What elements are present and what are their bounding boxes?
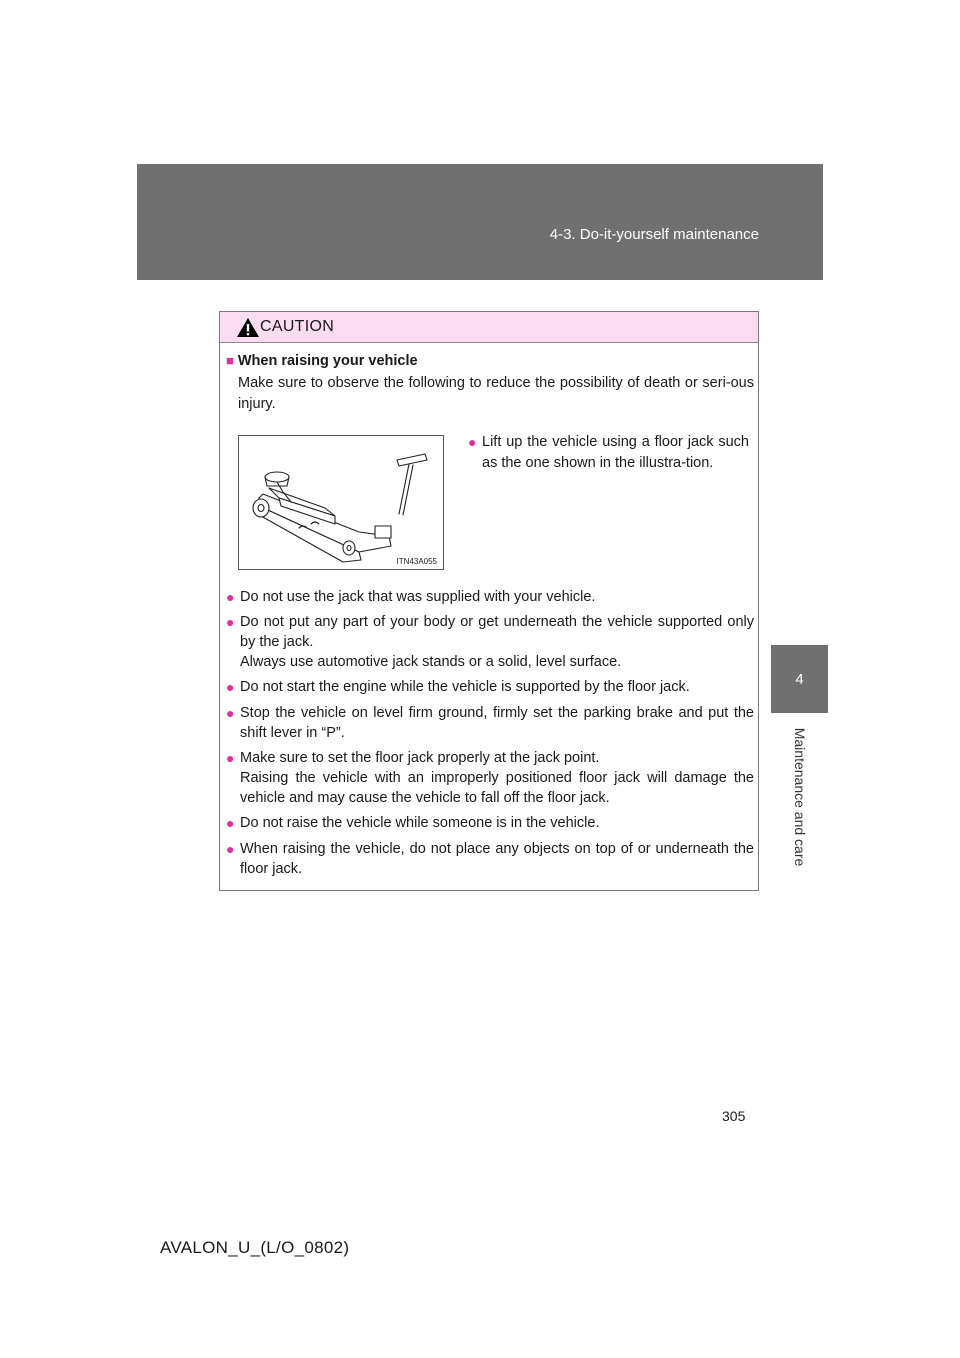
chapter-tab-label xyxy=(771,713,828,881)
caution-title: CAUTION xyxy=(260,318,335,335)
list-item-text: Do not use the jack that was supplied with your vehicle. xyxy=(240,589,596,605)
caution-subheading-text: When raising your vehicle xyxy=(237,353,418,369)
list-item-text-continued: Raising the vehicle with an improperly positioned floor jack will damage the vehicle and may cause the vehicle to fall off the floor jack. xyxy=(240,770,754,806)
figure-code: ITN43A055 xyxy=(396,557,437,566)
floor-jack-figure xyxy=(238,435,444,570)
page-number: 305 xyxy=(722,1108,746,1124)
list-item xyxy=(226,748,754,808)
list-item xyxy=(226,677,754,697)
bullet-dot-icon: ● xyxy=(226,750,235,766)
caution-intro: Make sure to observe the following to reduce the possibility of death or seri-ous injury. xyxy=(238,375,754,412)
list-item-text: When raising the vehicle, do not place any objects on top of or underneath the floor jack. xyxy=(240,841,754,877)
bullet-dot-icon: ● xyxy=(468,434,477,450)
figure-note xyxy=(468,432,749,474)
list-item-text-continued: Always use automotive jack stands or a solid, level surface. xyxy=(240,654,622,670)
bullet-dot-icon: ● xyxy=(226,589,235,605)
list-item xyxy=(226,587,754,607)
figure-note-text: Lift up the vehicle using a floor jack such as the one shown in the illustra-tion. xyxy=(482,434,749,471)
bullet-dot-icon: ● xyxy=(226,679,235,695)
list-item xyxy=(226,839,754,879)
bullet-dot-icon: ● xyxy=(226,614,235,630)
warning-triangle-icon xyxy=(236,317,260,338)
caution-header xyxy=(220,312,758,343)
list-item xyxy=(226,703,754,743)
list-item-text: Make sure to set the floor jack properly at the jack point. xyxy=(240,750,600,766)
list-item-text: Do not start the engine while the vehicle is supported by the floor jack. xyxy=(240,679,690,695)
bullet-dot-icon: ● xyxy=(226,705,235,721)
floor-jack-illustration xyxy=(239,436,443,569)
list-item-text: Do not put any part of your body or get underneath the vehicle supported only by the jack. xyxy=(240,614,754,650)
list-item-text: Stop the vehicle on level firm ground, firmly set the parking brake and put the shift lever in “P”. xyxy=(240,705,754,741)
bullet-dot-icon: ● xyxy=(226,815,235,831)
footer-code: AVALON_U_(L/O_0802) xyxy=(160,1238,350,1257)
chapter-tab-label-text: Maintenance and care xyxy=(791,727,808,867)
list-item xyxy=(226,813,754,833)
list-item-text: Do not raise the vehicle while someone is in the vehicle. xyxy=(240,815,600,831)
caution-subheading xyxy=(226,353,418,369)
bullet-dot-icon: ● xyxy=(226,841,235,857)
caution-box xyxy=(219,311,759,891)
square-bullet-icon: ■ xyxy=(226,353,234,368)
header-band xyxy=(137,164,823,280)
chapter-tab-number: 4 xyxy=(771,645,828,713)
section-title: 4-3. Do-it-yourself maintenance xyxy=(549,226,759,243)
list-item xyxy=(226,612,754,672)
